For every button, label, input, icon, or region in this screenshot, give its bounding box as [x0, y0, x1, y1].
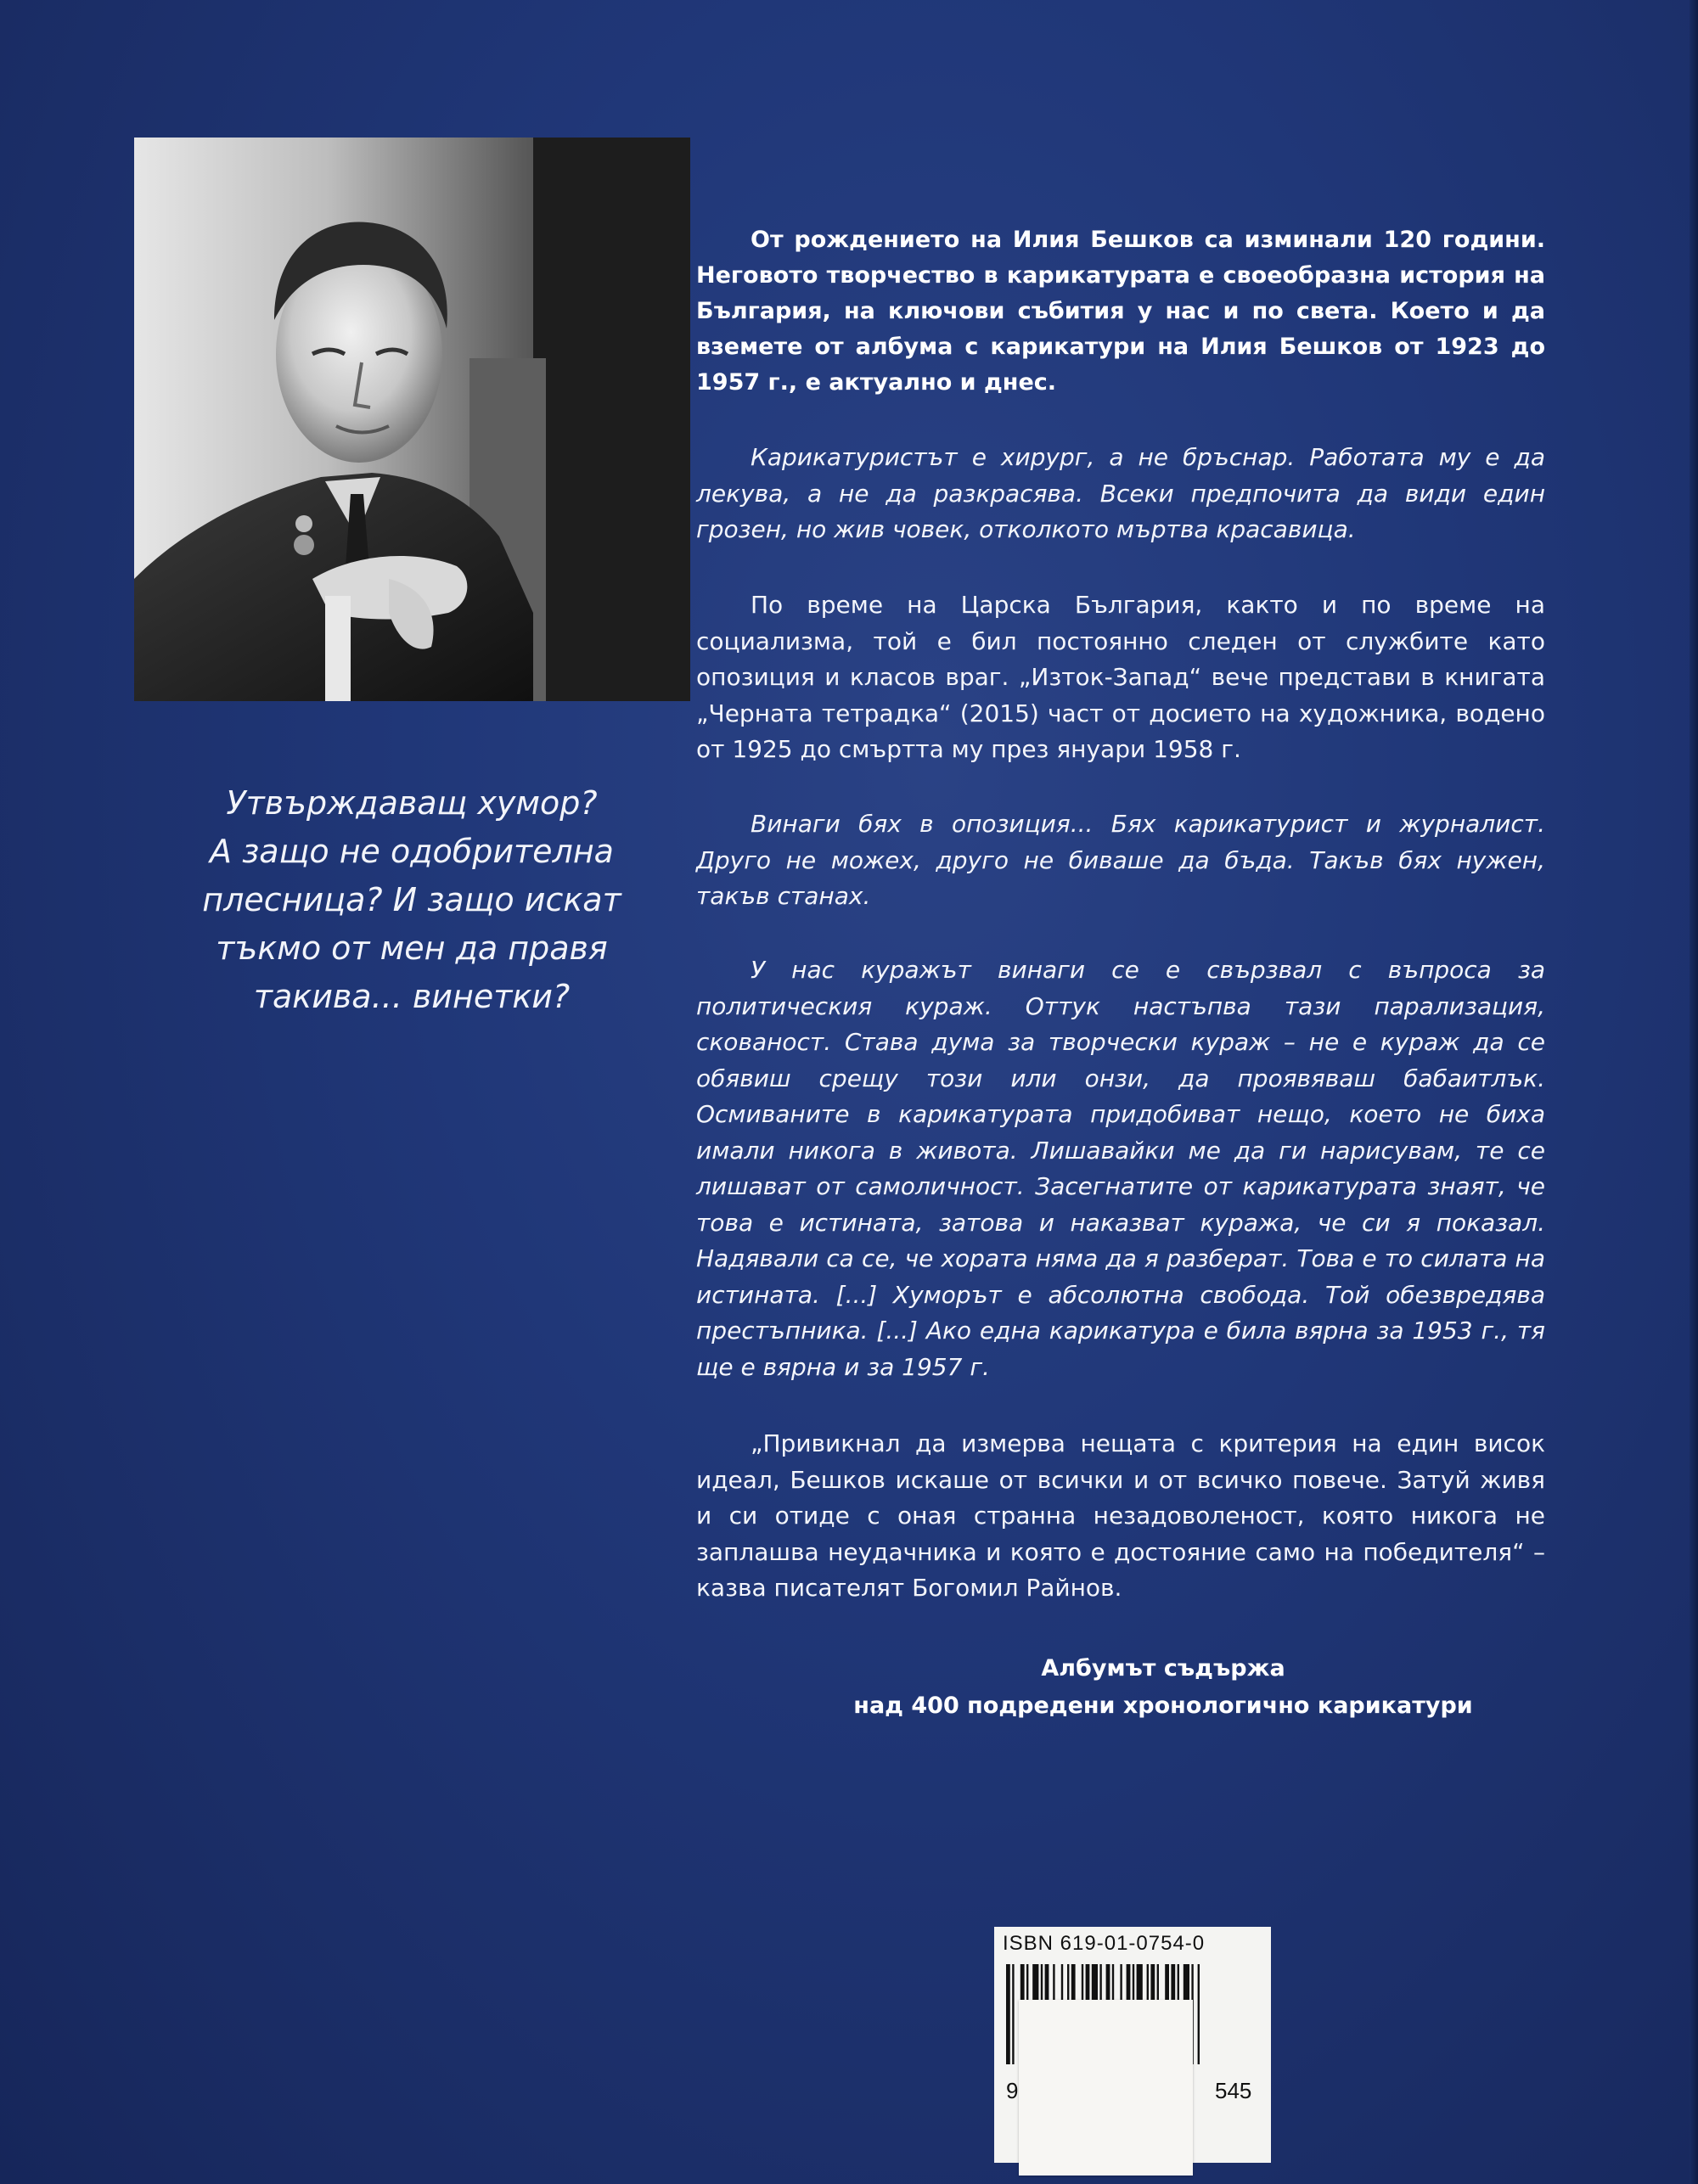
barcode-bar — [1012, 1964, 1014, 2064]
barcode-bar — [1006, 1964, 1010, 2064]
paragraph-surveillance: По време на Царска България, както и по време на социализма, той е бил постоянно следен от службите като опозиция и класов враг. „Изток-Запад“ вече представи в книгата „Черната тетрадка“ (2015) част от досието на художника, водено от 1925 до смъртта му през януари 1958 г. — [696, 591, 1545, 763]
left-quote-line: Утвърждаващ хумор? — [226, 784, 598, 822]
barcode-digits-left: 9 — [1006, 2078, 1019, 2103]
intro-text: От рождението на Илия Бешков са изминали 120 години. Неговото творчество в карикатурата е своеобразна история на България, на ключови събития у нас и по света. Което и да вземете от албума с карикатури на Илия Бешков от 1923 до 1957 г., е актуално и днес. — [696, 227, 1545, 396]
barcode-bar — [1198, 1964, 1200, 2064]
left-quote-line: такива... винетки? — [253, 978, 571, 1015]
price-sticker — [1019, 2000, 1193, 2176]
album-contents-note — [739, 1650, 1588, 1725]
paragraph-raynov: „Привикнал да измерва нещата с критерия на един висок идеал, Бешков искаше от всички и от всичко повече. Затуй живя и си отиде с оная странна незадоволеност, която никога не заплашва неудачника и която е достояние само на победителя“ – казва писателят Богомил Райнов. — [696, 1429, 1545, 1602]
closing-line: Албумът съдържа — [1041, 1655, 1285, 1682]
quote-courage: У нас куражът винаги се е свързвал с въпроса за политическия кураж. Оттук настъпва тази парализация, скованост. Става дума за творчески кураж – не е кураж да се обявиш срещу този или онзи, да проявяваш бабаитлък. Осмиваните в карикатурата придобиват нещо, което не биха имали никога в живота. Лишавайки ме да ги нарисувам, те се лишават от самоличност. Засегнатите от карикатурата знаят, че това е истината, затова и наказват куража, че си я показал. Надявали са се, че хората няма да я разберат. Това е то силата на истината. [...] Хуморът е абсолютна свобода. Той обезвредява престъпника. [...] Ако една карикатура е била вярна за 1953 г., тя ще е вярна и за 1957 г. — [696, 956, 1545, 1381]
isbn-label: ISBN 619-01-0754-0 — [1003, 1932, 1206, 1955]
closing-line: над 400 подредени хронологично карикатури — [853, 1693, 1473, 1719]
left-pull-quote — [127, 779, 696, 1021]
quote-opposition: Винаги бях в опозиция... Бях карикатурист и журналист. Друго не можех, друго не биваше да бъда. Такъв бях нужен, такъв станах. — [696, 810, 1545, 910]
quote-surgeon: Карикатуристът е хирург, а не бръснар. Работата му е да лекува, а не да разкрасява. Всеки предпочита да види един грозен, но жив човек, отколкото мъртва красавица. — [696, 443, 1545, 543]
barcode-digits-right: 545 — [1215, 2078, 1252, 2103]
left-quote-line: плесница? И защо искат — [202, 881, 621, 918]
intro-paragraph — [696, 222, 1545, 401]
left-quote-line: А защо не одобрителна — [210, 833, 614, 870]
cover-edge — [1690, 0, 1698, 2184]
author-portrait-photo — [134, 138, 690, 701]
left-quote-line: тъкмо от мен да правя — [216, 929, 608, 967]
portrait-image — [134, 138, 690, 701]
